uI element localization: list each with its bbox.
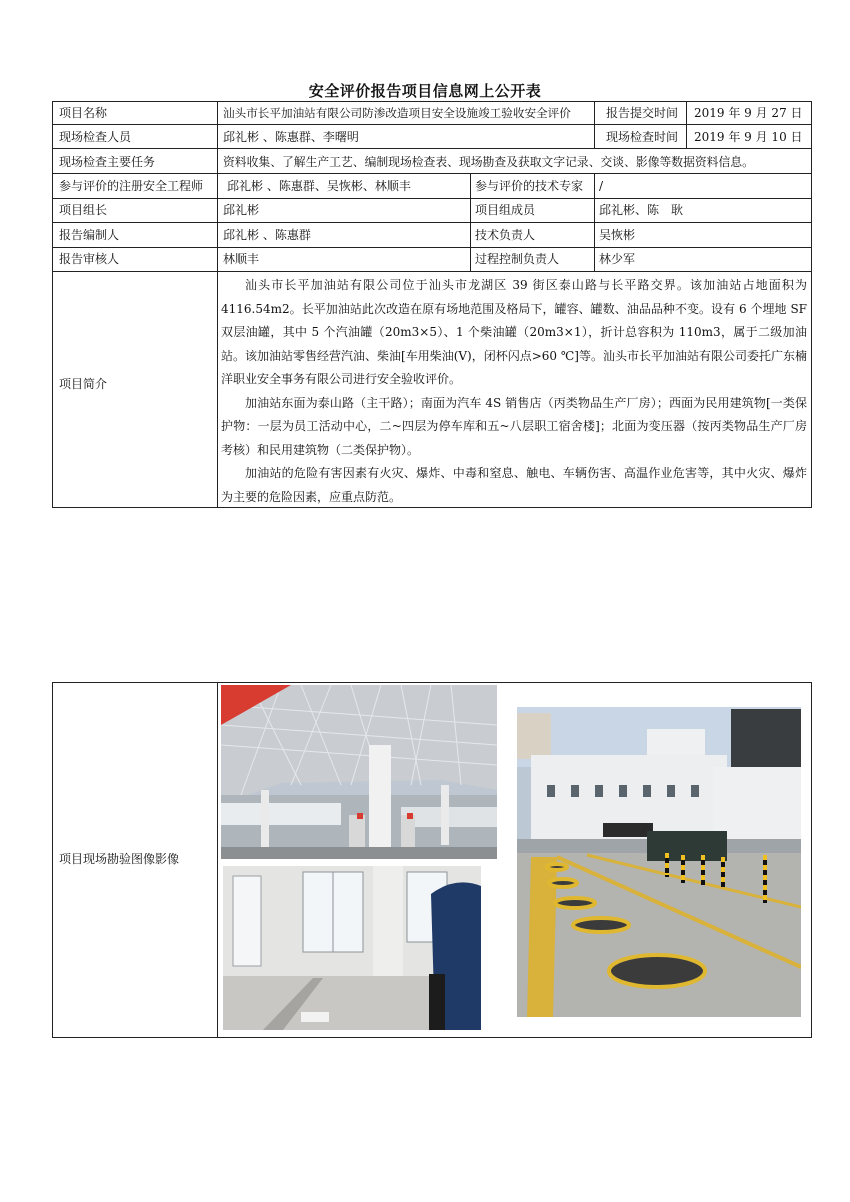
value-engineers: 邱礼彬 、陈惠群、吴恢彬、林顺丰 [227, 179, 411, 193]
label-photos: 项目现场勘验图像影像 [59, 852, 180, 866]
value-experts: / [599, 179, 604, 193]
photo-tank-area [517, 707, 801, 1017]
label-inspect-date: 现场检查时间 [606, 130, 679, 144]
intro-paragraph-3: 加油站的危险有害因素有火灾、爆炸、中毒和窒息、触电、车辆伤害、高温作业危害等，其中火灾、爆炸为主要的危险因素，应重点防范。 [221, 466, 807, 504]
value-process-lead: 林少军 [599, 252, 636, 266]
value-tech-lead: 吴恢彬 [599, 228, 636, 242]
info-grid [52, 101, 812, 508]
value-submit-date: 2019 年 9 月 27 日 [694, 106, 803, 120]
label-experts: 参与评价的技术专家 [475, 179, 584, 193]
label-project-name: 项目名称 [59, 106, 108, 120]
page-title: 安全评价报告项目信息网上公开表 [308, 82, 542, 100]
intro-text [221, 274, 807, 509]
photo-grid [52, 682, 812, 1038]
value-tasks: 资料收集、了解生产工艺、编制现场检查表、现场勘查及获取文字记录、交谈、影像等数据资料信息。 [223, 155, 754, 169]
value-members: 邱礼彬、陈 耿 [599, 203, 684, 217]
value-inspect-date: 2019 年 9 月 10 日 [694, 130, 803, 144]
label-inspectors: 现场检查人员 [59, 130, 132, 144]
label-intro: 项目简介 [59, 377, 108, 391]
label-engineers: 参与评价的注册安全工程师 [59, 179, 204, 193]
photo-interior [223, 866, 481, 1030]
value-writer: 邱礼彬 、陈惠群 [223, 228, 311, 242]
label-submit-date: 报告提交时间 [606, 106, 679, 120]
photo-canopy [221, 685, 497, 859]
label-process-lead: 过程控制负责人 [475, 252, 560, 266]
value-project-name: 汕头市长平加油站有限公司防渗改造项目安全设施竣工验收安全评价 [223, 106, 571, 120]
intro-paragraph-1: 汕头市长平加油站有限公司位于汕头市龙湖区 39 街区泰山路与长平路交界。该加油站占地面积为 4116.54m2。长平加油站此次改造在原有场地范围及格局下，罐容、罐数、油品品种不变。设有 6 个埋地 SF 双层油罐，其中 5 个汽油罐（20m3×5）、1 个柴油罐（20m3×1），折计总容积为 110m3，属于二级加油站。该加油站零售经营汽油、柴油[车用柴油(Ⅴ)，闭杯闪点>60 ℃]等。汕头市长平加油站有限公司委托广东楠洋职业安全事务有限公司进行安全验收评价。 [221, 278, 807, 386]
label-leader: 项目组长 [59, 203, 108, 217]
label-members: 项目组成员 [475, 203, 536, 217]
label-tasks: 现场检查主要任务 [59, 155, 156, 169]
value-reviewer: 林顺丰 [223, 252, 260, 266]
value-leader: 邱礼彬 [223, 203, 260, 217]
label-tech-lead: 技术负责人 [475, 228, 536, 242]
intro-paragraph-2: 加油站东面为泰山路（主干路）；南面为汽车 4S 销售店（丙类物品生产厂房）；西面为民用建筑物[一类保护物：一层为员工活动中心，二~四层为停车库和五~八层职工宿舍楼]；北面为变压器（按丙类物品生产厂房考核）和民用建筑物（二类保护物）。 [221, 395, 807, 457]
label-reviewer: 报告审核人 [59, 252, 120, 266]
label-writer: 报告编制人 [59, 228, 120, 242]
value-inspectors: 邱礼彬 、陈惠群、李曙明 [223, 130, 359, 144]
